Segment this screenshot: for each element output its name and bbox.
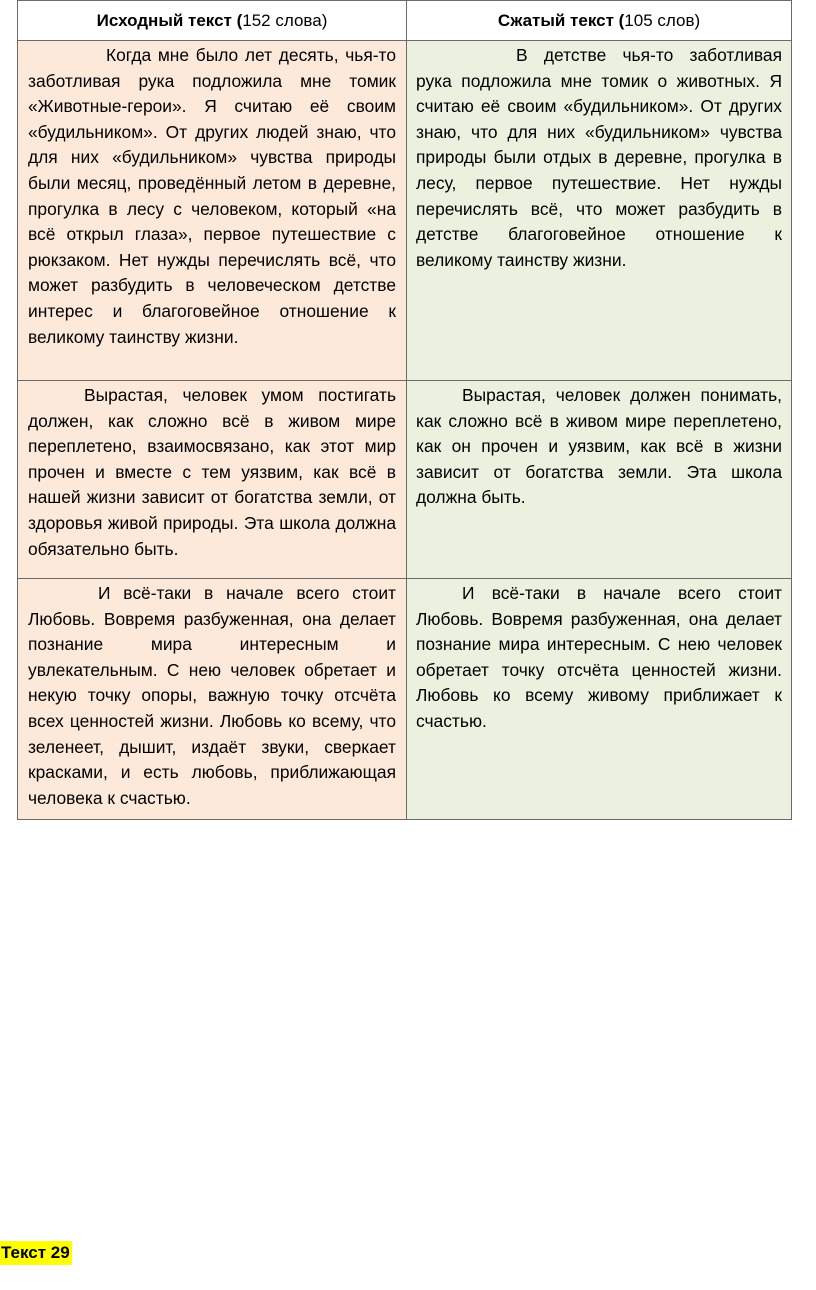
- original-text-header: [18, 1, 407, 41]
- table-header-row: [18, 1, 792, 41]
- original-paragraph-cell: [18, 579, 407, 820]
- table-row: [18, 579, 792, 820]
- compressed-paragraph: И всё-таки в начале всего стоит Любовь. Вовремя разбуженная, она делает познание мира интересным. С нею человек обретает точку отсчёта ценностей жизни. Любовь ко всему живому приближает к счастью.: [416, 583, 782, 731]
- text-number-label: Текст 29: [0, 1241, 72, 1265]
- compressed-header-title: Сжатый текст (: [497, 10, 625, 30]
- original-paragraph: Вырастая, человек умом постигать должен, как сложно всё в живом мире переплетено, взаимосвязано, как этот мир прочен и вместе с тем уязвим, как всё в нашей жизни зависит от богатства земли, от здоровья живой природы. Эта школа должна обязательно быть.: [28, 385, 396, 559]
- table-row: [18, 381, 792, 579]
- original-paragraph: Когда мне было лет десять, чья-то заботливая рука подложила мне томик «Животные-герои». Я считаю её своим «будильником». От других людей знаю, что для них «будильником» чувства природы были месяц, проведённый летом в деревне, прогулка в лесу с человеком, который «на всё открыл глаза», первое путешествие с рюкзаком. Нет нужды перечислять всё, что может разбудить в человеческом детстве интерес и благоговейное отношение к великому таинству жизни.: [28, 45, 396, 347]
- original-paragraph: И всё-таки в начале всего стоит Любовь. Вовремя разбуженная, она делает познание мира интересным и увлекательным. С нею человек обретает и некую точку опоры, важную точку отсчёта всех ценностей жизни. Любовь ко всему, что зеленеет, дышит, издаёт звуки, сверкает красками, и есть любовь, приближающая человека к счастью.: [28, 583, 396, 808]
- compressed-text-header: [407, 1, 792, 41]
- original-paragraph-cell: [18, 41, 407, 381]
- compressed-paragraph-cell: [407, 381, 792, 579]
- comparison-table: [17, 0, 792, 820]
- table-row: [18, 41, 792, 381]
- original-paragraph-cell: [18, 381, 407, 579]
- compressed-paragraph: Вырастая, человек должен понимать, как сложно всё в живом мире переплетено, как он прочен и уязвим, как всё в жизни зависит от богатства земли. Эта школа должна быть.: [416, 385, 782, 508]
- compressed-paragraph: В детстве чья-то заботливая рука подложила мне томик о животных. Я считаю её своим «будильником». От других знаю, что для них «будильником» чувства природы были отдых в деревне, прогулка в лесу, первое путешествие. Нет нужды перечислять всё, что может разбудить в детстве благоговейное отношение к великому таинству жизни.: [416, 45, 782, 270]
- original-header-count: 152 слова): [242, 10, 328, 30]
- original-header-title: Исходный текст (: [96, 10, 243, 30]
- compressed-paragraph-cell: [407, 579, 792, 820]
- compressed-header-count: 105 слов): [624, 10, 701, 30]
- compressed-paragraph-cell: [407, 41, 792, 381]
